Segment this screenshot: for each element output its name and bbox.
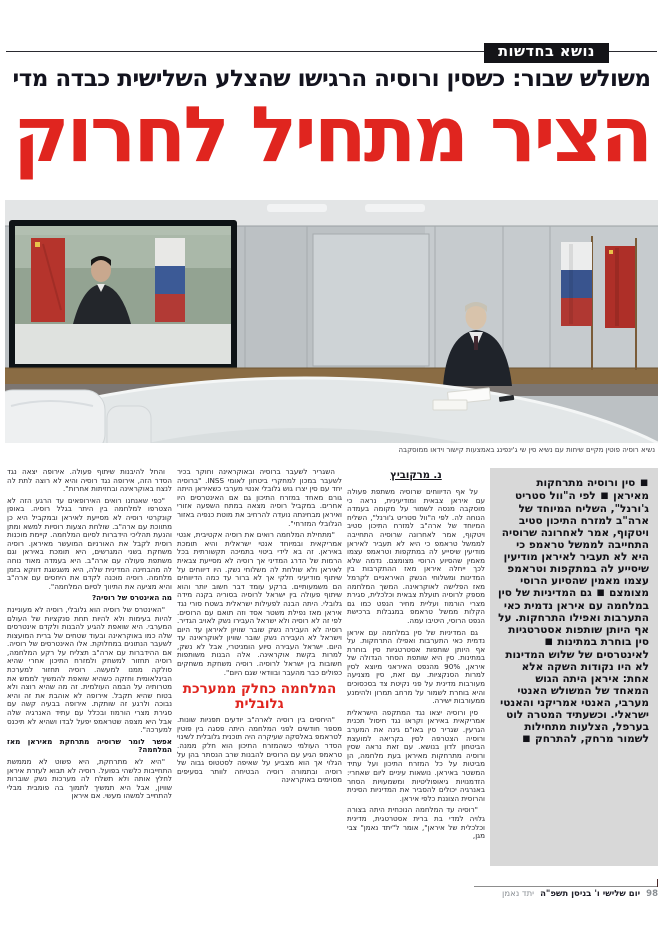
- paragraph: והחל להיבנות שיתוף פעולה. אירופה יצאה נגד הסדר הזה, אירופה נגד רוסיה והיא לא רוצה לתת לה לנצח באוקראינה ובחזיתות אחרות".: [7, 468, 172, 494]
- footer-date: יום שלישי ו' בניסן תשפ"ה: [540, 889, 641, 899]
- paragraph: "היא לא מתרחקת, היא פשוט לא מממשת התחייבות כלשהי בפועל. רוסיה לא תבוא לעזרת איראן לחלץ אותה ולא תשלח לה מערכות נשק שוברות שוויון, אבל היא תמשיך לתמוך בה פומבית מבלי להתחייב למשהו מעשי. אם איראן: [7, 757, 172, 801]
- summary-box: [490, 468, 658, 866]
- text-column-1: [347, 468, 485, 866]
- paragraph: "מתחילת המלחמה רואים את רוסיה אקטיבית, אנטי אמריקאית ובמיוחד אנטי ישראלית והיא תומכת באיראן. זה בא לידי ביטוי בתמיכה תקשורתית בכל הרמות של הדרג המדיני אך רוסיה לא מסייעת צבאית לאיראן ולא שולחת לה משלוחי נשק. היו דיווחים על שיתוף מודיעיני חלקי אך לא ברור עד כמה הדיווחים הם משמעותיים. ברקע עומד דבר חשוב יותר והוא שיתוף פעולה בין ישראל לרוסיה בסוריה בקנה מידה גלובלי. היתה הבנה לפעילות ישראלית בשטח סורי נגד איראן מאז נפילת משטר אסד וזה תואם עם הרוסים. לפי זה לא רוסיה ולא ישראל העבירו נשק לאויב הגדיר. רוסיה לא העבירה נשק שובר שוויון לאיראן עד היום וישראל לא העבירה נשק שובר שוויון לאוקראינה עד היום. ישראל העבירה סיוע הומניטרי, אבל לא נשק, למרות בקשת אוקראינה. אלה הבנות משותפות חשובות בין ישראל לרוסיה. רוסיה משחקת משחקים כפולים כבר מהעבר ובוודאי שגם היום".: [177, 530, 342, 677]
- interview-question: אפשר לומר שרוסיה מתרחקת מאיראן מאז המלחמה?: [7, 736, 172, 755]
- summary-segment: לאינטרסים של שלוש המדינות לא היו נקודות השקה אלא אחת: איראן היתה הגוש המאחד של המשולש האנטי מערבי, האנטי אמריקני והאנטי ישראלי. וכשעתיד המטרה לוט בערפל, הצלעות מתחילות לשמור מרחק, להתרחק: [500, 649, 649, 745]
- newspaper-name: יתד נאמן: [502, 889, 535, 899]
- paragraph: "האינטרס של רוסיה הוא גלובלי, רוסיה לא מעוניינת להיות בעימות ולא להיות תחת סנקציות של העולם המערבי. היא שואפת להגיע להבנות ולקדם אינטרסים שלה כמו באוקראינה ובעוד שטחים של ברית המועצות לשעבר הנתונים במחלוקת. אלו האינטרסים של רוסיה. אם ההידברות עם ארה"ב תצליח על רקע המלחמה, רוסיה תחזור למשחק ולמזרח התיכון אחרי שהיא סולקה ממנו למעשה. רוסיה תחזור למערכת הבינלאומית וחזקה כשהיא שואפת להמשיך לממש את מטרותיה על הבמה העולמית. זה מה שהיא רוצה ולא בטוח שהיא תקבל. אירופה לא אוהבת את זה והיא נבוכה ולרגע זה שותקת. אירופה בבעיה קשה עם סגירת מצרי הורמוז ובכלל עם עתיד האנרגיה שלה אבל היא מצפה שטראמפ יפעל לבדו ושהיא לא תיכנס למערכה".: [7, 604, 172, 735]
- paragraph: השגריר לשעבר ברוסיה ובאוקראינה וחוקר בכיר לשעבר במכון למחקרי ביטחון לאומי INSS. "ברוסיה יחד עם סין יצרו גוש גלובלי אנטי מערבי כשאיראן היתה גורם מאחד במזרח התיכון גם אם האינטרסים היו אחרים. במקביל רוסיה מצאה במתח השפעה אזורי ואיראן מבחינתה נועדה להרחיב את מוטת כנפיה באזור הגלובלי המזרחי".: [177, 468, 342, 528]
- bullet-icon: ■: [522, 734, 531, 744]
- text-column-3: [7, 468, 172, 866]
- ceiling-light: [365, 204, 425, 212]
- photo-caption: נשיא רוסיה פוטין מקיים שיחות עם נשיא סין שי ג'ינפינג באמצעות קישור וידאו ממוסקבה: [398, 446, 655, 454]
- main-headline: הציר מתחיל לחרוק: [12, 91, 651, 180]
- paragraph: על אף הדיווחים שרוסיה משתפת פעולה עם איראן צבאית ומודיעינית, נראה כי מוסקבה מנסה לשמור על מקומה בעמדה הנוחה לה. לפי ה"וול סטריט ג'ורנל", השליח המיוחד של ארה"ב למזרח התיכון סטיב ויטקוף, אמר לאחרונה שרוסיה התחייבה לממשל טראמפ כי היא לא תעביר לאיראן מודיעין שיסייע לה במתקפות וטראמפ עצמו מאמין שהסיוע הרוסי מצומצם. נדמה שלא לכך ייחלה איראן מאז ההתקרבות בין המדינות ומשלוחי הנשק האיראניים לקרמל מאז הפלישה לאוקראינה. המשך המלחמה מספק לרוסיה תועלת צבאית וכלכלית, סגירת מצרי הורמוז ועליית מחיר הנפט כמו גם הקלות ממשל טראמפ במגבלות ברכישת הנפט הרוסי, היטיבו עמה.: [347, 487, 485, 625]
- screen-table: [15, 324, 231, 364]
- paragraph: "היחסים בין רוסיה לארה"ב יודעים תפניות שונות. מספר חודשים לפני המלחמה היתה פסגה בין פוטין לטראמפ באלסקה שעיקרה היה תוכנית גלובלית לשינוי הסדר העולמי כשהמזרח התיכון הוא חלק ממנה. טראמפ הגיע עם הרוסים להבנות שרב הנסתר בהן על הגלוי אך הוא מצביע על שאיפה לסטטוס גבוה של רוסיה ובתמורה רוסיה הבטיחה לוותר בסעיפים מסוימים באוקראינה: [177, 715, 342, 785]
- page-number: 98: [646, 889, 658, 899]
- bullet-icon: ■: [596, 588, 605, 598]
- kicker-badge: נושא בחדשות: [484, 43, 609, 63]
- conference-photo: [5, 200, 658, 443]
- paragraph: סין ורוסיה יצאו נגד המתקפה הישראלית אמריקאית באיראן וקראו נגד חיסול תכנית הגרעין. שגריר סין באו"ם גינה את המערב ורוסיה הצטרפה לסין בקריאה למועצת הביטחון לדון בנושא. עם זאת נראה שסין ורוסיה מתרחקות מאיראן בעת מלחמה, הן מביטות על כל המזרח התיכון ועל עתיד המשטר באיראן. נושאות עיניים ליום שאחרי: הזדמנויות גיאופוליטיות ומשמעויות הסחר באנרגיה יכולים להסביר את המדיניות הסינית והרוסית הצוננת כלפי איראן.: [347, 707, 485, 803]
- russian-flag-on-screen: [155, 238, 185, 322]
- chinese-flag-on-screen: [31, 238, 65, 322]
- bullet-icon: ■: [600, 491, 609, 501]
- byline: נ. מרקוביץ: [390, 470, 442, 481]
- article-body: [0, 468, 663, 866]
- summary-segment: סין ורוסיה מתרחקות מאיראן: [536, 477, 649, 502]
- white-chair: [107, 406, 151, 443]
- conference-photo-illustration: [5, 200, 658, 443]
- page-footer: [474, 886, 658, 899]
- summary-segment: לפי ה"וול סטריט ג'ורנל", השליח המיוחד של ארה"ב למזרח התיכון סטיב ויטקוף, אמר לאחרונה שרוסיה התחייבה לממשל טראמפ כי היא לא תעביר לאיראן מודיעין שיסייע לה במתקפות וטראמפ עצמו מאמין שהסיוע הרוסי מצומצם: [501, 490, 649, 599]
- ceiling-light: [267, 204, 327, 212]
- paragraph: "רוסיה עד המלחמה הנוכחית היתה בצורה גלויה למדי בת ברית אסטרטגית, מדינית וכלכלית של איראן", אומר ל"יתד נאמן" צבי מגן,: [347, 805, 485, 841]
- text-column-2: [177, 468, 342, 866]
- paragraph: "כפי שאנחנו רואים האירופאים עד הרגע הזה לא הצטרפו למלחמה בין היתר בגלל רוסיה. באופן קונקרטי רוסיה לא מסייעת לאיראן ובמקביל היא כן מתווכת עם ארה"ב. שולחת הצעות רוסיות למשא ומתן והנעת תהליכי הידברות לסיום המלחמה. קיימת מוכנות רוסית לקבל את האורניום המועשר מאיראן. רוסיה משחקת בשני המגרשים, היא תומכת באיראן וגם משתפת פעולה עם ארה"ב. היא בעמדה מאוד נוחה לה מהבחינה המדינית שלה, היא משגשגת דווקא בזמן מלחמה. רוסיה מוכנה לקדם את היחסים עם ארה"ב והיא מציעה את התיווך לסיום המלחמה".: [7, 495, 172, 591]
- paragraph: גם המדיניות של סין במלחמה עם איראן נדמית כאי התערבות ואפילו התרחקות. על אף היותן שותפות אסטרטגיות סין בוחרת במתינות. סין היא שותפת הסחר הגדולה של איראן, 90% מהנפט האיראני מיוצא לסין למרות הסנקציות. עם זאת, סין מצניעה מעורבות מדינית על פני נקיטת צד בסכסוכים והיא בוחרת לשמור על מרחב תמרון ולהימנע ממעורבות ישירה.: [347, 627, 485, 706]
- corner-tick: [657, 879, 658, 887]
- masthead: [0, 0, 663, 200]
- white-chair: [5, 390, 105, 443]
- summary-segment: גם המדיניות של סין במלחמה עם איראן נדמית כאי התערבות ואפילו התרחקות. על אף היותן שותפות אסטרטגיות סין בוחרת במתינות: [498, 587, 649, 648]
- interview-question: מה האינטרס של רוסיה?: [92, 593, 172, 603]
- papers: [433, 400, 467, 410]
- wall-panel: [313, 234, 429, 366]
- bullet-icon: ■: [544, 637, 553, 647]
- video-screen: [9, 220, 237, 370]
- subheadline: משולש שבור: כשסין ורוסיה הרגישו שהצלע השלישית כבדה מדי: [12, 66, 651, 92]
- section-crosshead: המלחמה כחלק ממערכת גלובלית: [182, 681, 337, 713]
- bullet-icon: ■: [639, 478, 648, 488]
